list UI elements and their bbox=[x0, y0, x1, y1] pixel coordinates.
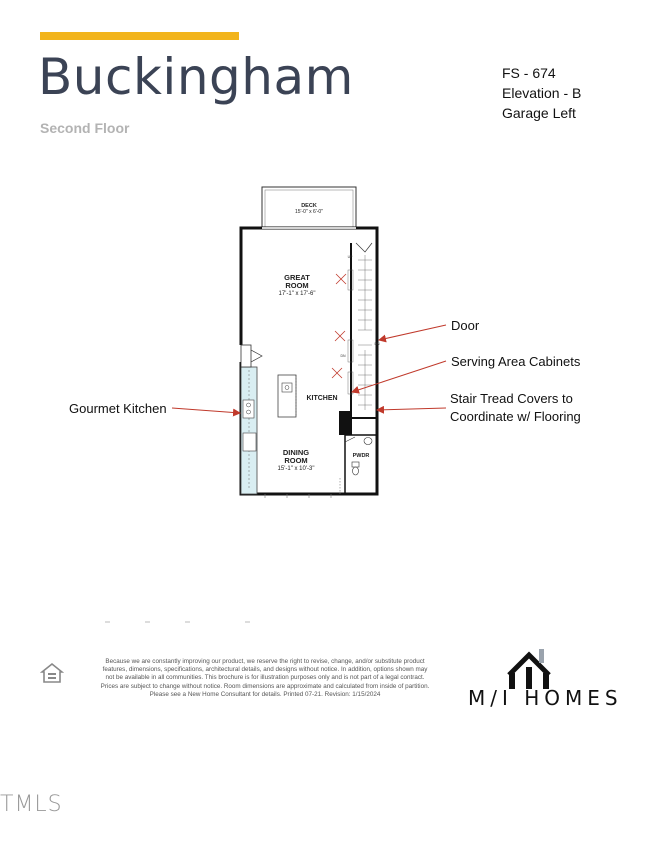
equal-housing-opportunity-icon bbox=[40, 662, 64, 684]
disclaimer-text: Because we are constantly improving our product, we reserve the right to revise, change, and/or substitute product features, dimensions, specifications, architectural details, and designs without notice. In addition, options shown may not be available in all communities. This brochure is for illustration purposes only and is not part of a legal contract. Prices are subject to change without notice. Room dimensions are approximate and calculated from inside of partition. Please see a New Home Consultant for details. Printed 07-21. Revision: 1/15/2024 bbox=[100, 658, 430, 698]
callout-door: Door bbox=[451, 318, 480, 333]
elevation-label: Elevation - B bbox=[502, 85, 582, 101]
stair-dn2-label: DN bbox=[340, 354, 346, 358]
great-room-label-1: GREAT bbox=[284, 273, 310, 282]
callout-stair-line2: Coordinate w/ Flooring bbox=[450, 409, 581, 424]
kitchen-island bbox=[278, 375, 296, 417]
powder-room bbox=[345, 435, 377, 494]
callout-gourmet-kitchen: Gourmet Kitchen bbox=[69, 401, 167, 416]
callout-serving-cabinets: Serving Area Cabinets bbox=[451, 354, 581, 369]
deck-dims: 15'-0" x 6'-0" bbox=[295, 209, 323, 215]
entry-closet bbox=[241, 345, 262, 367]
garage-label: Garage Left bbox=[502, 105, 576, 121]
plan-code: FS - 674 bbox=[502, 65, 556, 81]
removed-marks bbox=[332, 274, 346, 378]
callout-stair-line1: Stair Tread Covers to bbox=[450, 391, 573, 406]
dining-room-label-2: ROOM bbox=[284, 456, 308, 465]
dining-room-dims: 15'-1" x 10'-3" bbox=[277, 466, 315, 472]
floor-subtitle: Second Floor bbox=[40, 120, 130, 136]
dining-room-label-1: DINING bbox=[282, 448, 310, 457]
powder-label: PWDR bbox=[352, 453, 370, 459]
kitchen-label: KITCHEN bbox=[306, 395, 338, 402]
page-title: Buckingham bbox=[38, 48, 354, 106]
great-room-label-2: ROOM bbox=[285, 281, 309, 290]
deck bbox=[262, 187, 356, 227]
staircase bbox=[339, 243, 380, 435]
brand-name: M/I HOMES bbox=[468, 686, 623, 710]
kitchen-counter bbox=[241, 367, 257, 494]
deck-label: DECK bbox=[301, 203, 317, 209]
tmls-watermark: TMLS bbox=[0, 792, 63, 817]
great-room-dims: 17'-1" x 17'-6" bbox=[278, 291, 316, 297]
stair-dn-label: DN bbox=[374, 342, 380, 346]
stair-up-label: UP bbox=[347, 255, 353, 259]
